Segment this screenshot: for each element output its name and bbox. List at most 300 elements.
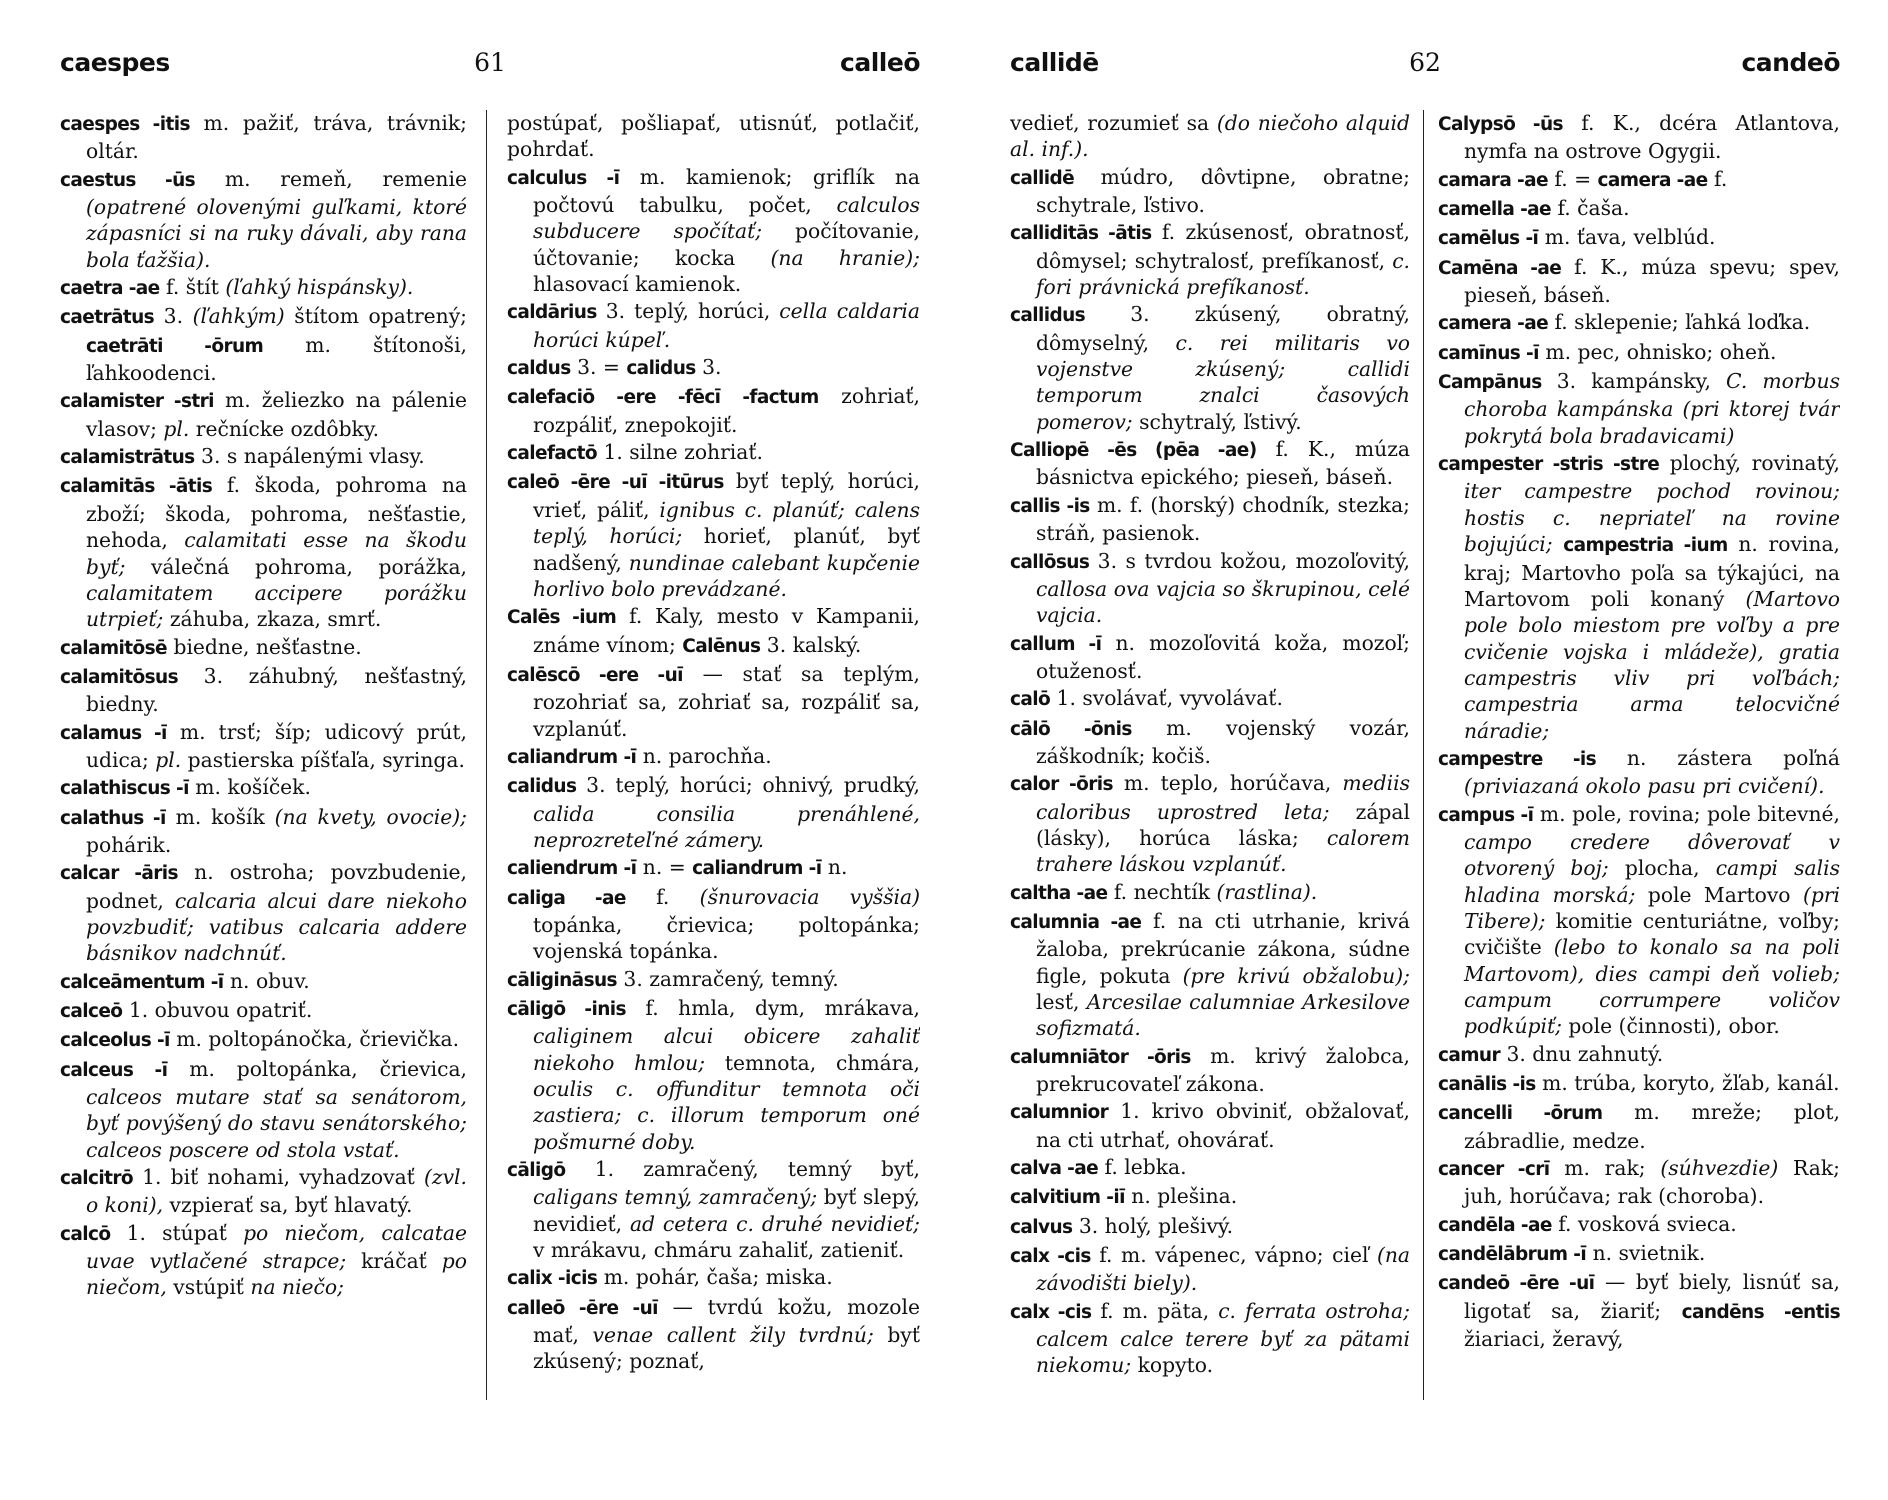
headword: caliga -ae — [507, 887, 626, 909]
definition-text: m. poltopánka, črievica, — [167, 1056, 467, 1081]
headword: calidus — [507, 776, 577, 798]
headword: caliendrum -ī — [507, 858, 637, 880]
headword: caespes -itis — [60, 114, 190, 135]
definition-text: 3. s tvrdou kožou, mozoľovitý, — [1089, 548, 1410, 573]
headword: camur — [1438, 1044, 1501, 1066]
definition-text: 3. teplý, horúci, — [596, 299, 780, 324]
headword: calamus -ī — [60, 722, 167, 744]
dictionary-entry — [60, 719, 467, 774]
definition-text: 3. kalský. — [760, 632, 862, 657]
running-head-first-word: callidē — [1010, 48, 1099, 77]
definition-text: n. mozoľovitá koža, mozoľ; otuženosť. — [1036, 630, 1410, 683]
dictionary-entry — [507, 884, 920, 965]
definition-text: f. hmla, dym, mrákava, — [625, 996, 920, 1020]
headword: camīnus -ī — [1438, 342, 1539, 364]
example-text: campi salis hladina morská; — [1464, 856, 1840, 907]
dictionary-page-62 — [1010, 0, 1840, 1500]
dictionary-entry — [60, 387, 467, 442]
definition-text: 3. záhubný, nešťastný, biedny. — [86, 663, 467, 717]
dictionary-entry — [507, 468, 920, 602]
entry-column-right — [1438, 110, 1840, 1460]
definition-text: f. vosková svieca. — [1551, 1211, 1737, 1236]
definition-text: m. trsť; šíp; udicový prút, udica; — [86, 719, 467, 772]
headword: calefaciō -ere -fēcī -factum — [507, 387, 819, 409]
definition-text: f. lebka. — [1098, 1155, 1187, 1180]
definition-text: 3. holý, plešivý. — [1072, 1213, 1234, 1238]
example-text: c. rei militaris vo vojenstve zkúsený; callidi temporum znalci časových pomerov; — [1036, 330, 1410, 434]
definition-text: pastierska píšťaľa, syringa. — [181, 747, 465, 772]
dictionary-entry — [1010, 164, 1410, 219]
definition-text: m. štítonoši, ľahkoodenci. — [86, 332, 467, 386]
example-text: nundinae calebant kupčenie horlivo bolo prevádzané. — [533, 550, 920, 601]
headword: caestus -ūs — [60, 169, 196, 191]
dictionary-entry — [60, 1164, 467, 1219]
dictionary-entry — [60, 303, 467, 386]
definition-text: m. ťava, velblúd. — [1538, 225, 1716, 250]
definition-text: biedne, nešťastne. — [167, 634, 362, 659]
definition-text: n. zástera poľná — [1596, 745, 1840, 770]
dictionary-entry — [1438, 110, 1840, 165]
dictionary-entry — [507, 995, 920, 1155]
definition-text: 3. — [695, 355, 722, 380]
definition-text: byť slepý, nevidieť, — [533, 1185, 920, 1236]
definition-text: komitie centuriátne, voľby; cvičište — [1464, 908, 1840, 960]
definition-text: 3. — [154, 304, 193, 329]
headword: caetra -ae — [60, 278, 160, 300]
headword: calamistrātus — [60, 447, 195, 469]
dictionary-entry — [1010, 1043, 1410, 1098]
headword: canālis -is — [1438, 1074, 1536, 1096]
definition-text: f. čaša. — [1551, 196, 1630, 221]
headword: cāligō — [507, 1160, 566, 1182]
headword: candēla -ae — [1438, 1214, 1552, 1236]
definition-text: záhuba, zkaza, smrť. — [163, 607, 382, 632]
dictionary-entry — [60, 859, 467, 966]
headword: calceus -ī — [60, 1059, 168, 1081]
example-text: (šnurovacia vyššia) — [699, 884, 920, 909]
example-text: calcaria alcui dare niekoho povzbudiť; vatibus calcaria addere básnikov nadchnúť. — [86, 888, 467, 966]
headword: caliandrum -ī — [507, 746, 637, 768]
example-text: calida consilia prenáhlené, neprozreteľné zámery. — [533, 801, 920, 852]
headword: calcō — [60, 1223, 111, 1245]
definition-text: f. K., múza básnictva epického; pieseň, báseň. — [1036, 437, 1410, 490]
dictionary-entry — [1438, 1211, 1840, 1239]
headword: Calēnus — [682, 635, 761, 657]
example-text: (pri Tibere); — [1464, 882, 1840, 933]
dictionary-entry — [1010, 908, 1410, 1042]
example-text: po niečom, calcatae uvae vytlačené strapce; — [86, 1220, 467, 1274]
example-text: iter campestre pochod rovinou; hostis c. nepriateľ na rovine bojujúci; — [1464, 479, 1840, 557]
example-text: caliginem alcui obicere zahaliť niekoho hmlou; — [533, 1024, 920, 1075]
definition-text: f. — [1707, 166, 1728, 191]
example-text: campo credere dôverovať v otvorený boj; — [1464, 829, 1840, 881]
dictionary-entry — [1010, 1098, 1410, 1153]
dictionary-entry — [1010, 219, 1410, 300]
definition-text: m. mreže; plot, zábradlie, medze. — [1464, 1100, 1840, 1153]
definition-text: m. rak; — [1549, 1156, 1661, 1181]
headword: calō — [1010, 689, 1051, 711]
example-text: po niečom, — [86, 1249, 467, 1300]
dictionary-entry — [60, 443, 467, 471]
definition-text: m. trúba, koryto, žľab, kanál. — [1535, 1071, 1840, 1096]
definition-text: hlasovací kamienok. — [533, 272, 742, 297]
dictionary-entry — [507, 298, 920, 353]
definition-text: horieť, planúť, byť nadšený, — [533, 524, 920, 575]
definition-text: — byť biely, lisnúť sa, ligotať sa, žiariť; — [1464, 1270, 1840, 1323]
definition-text: n. obuv. — [223, 968, 310, 993]
definition-text: f. škoda, pohroma na zboží; škoda, pohroma, nešťastie, nehoda, — [86, 473, 467, 553]
dictionary-entry — [1438, 195, 1840, 223]
dictionary-entry — [507, 439, 920, 467]
example-text: pl. — [155, 747, 182, 772]
dictionary-entry — [507, 603, 920, 660]
dictionary-entry — [60, 274, 467, 302]
definition-text: plochý, rovinatý, — [1659, 451, 1840, 476]
example-text: c. fori právnická prefíkanosť. — [1036, 248, 1410, 300]
dictionary-entry — [60, 110, 467, 165]
dictionary-entry — [1438, 254, 1840, 309]
definition-text: n. svietnik. — [1586, 1241, 1706, 1266]
definition-text: kráčať — [346, 1249, 442, 1274]
definition-text: — stať sa teplým, rozohriať sa, zohriať sa, rozpáliť sa, vzplanúť. — [533, 661, 920, 741]
definition-text: pohárik. — [86, 832, 172, 857]
definition-text: vzpierať sa, byť hlavatý. — [163, 1193, 413, 1218]
dictionary-entry — [507, 661, 920, 742]
example-text: (priviazaná okolo pasu pri cvičení). — [1464, 774, 1825, 799]
example-text: (opatrené olovenými guľkami, ktoré zápasníci si na ruky dávali, aby rana bola ťažšia). — [86, 195, 467, 272]
definition-text: temnota, chmára, — [705, 1050, 920, 1075]
example-text: (rastlina). — [1216, 879, 1318, 904]
example-text: ad cetera c. druhé nevidieť; — [629, 1211, 920, 1236]
dictionary-entry — [60, 804, 467, 859]
definition-text: múdro, dôvtipne, obratne; schytrale, ľstivo. — [1036, 164, 1410, 218]
headword: calvitium -iī — [1010, 1187, 1125, 1209]
definition-text: byť teplý, horúci, vrieť, páliť, — [533, 469, 920, 522]
headword: calx -cis — [1010, 1246, 1091, 1268]
headword: callis -is — [1010, 495, 1090, 517]
headword: calceō — [60, 1001, 123, 1022]
dictionary-entry — [507, 743, 920, 771]
headword: campus -ī — [1438, 804, 1534, 826]
example-text: (ľahkým) — [192, 304, 285, 329]
dictionary-entry — [1438, 1155, 1840, 1210]
dictionary-entry — [1010, 1298, 1410, 1379]
headword: cāligō -inis — [507, 999, 626, 1020]
headword: calculus -ī — [507, 167, 620, 189]
definition-text: m. pec, ohnisko; oheň. — [1538, 339, 1777, 364]
example-text: (na závodišti biely). — [1036, 1243, 1410, 1296]
example-text: calamitatem accipere porážku utrpieť; — [86, 580, 467, 632]
definition-text: 1. zamračený, temný byť, — [565, 1157, 920, 1182]
dictionary-entry — [1438, 224, 1840, 252]
dictionary-entry — [507, 966, 920, 994]
definition-text: žiariaci, žeravý, — [1464, 1327, 1624, 1352]
dictionary-entry — [1438, 745, 1840, 800]
example-text: caligans temný, zamračený; — [533, 1185, 818, 1210]
entry-continuation — [507, 110, 920, 163]
example-text: Arcesilae calumniae Arkesilove sofizmatá. — [1036, 990, 1410, 1041]
dictionary-entry — [60, 166, 467, 273]
dictionary-entry — [60, 472, 467, 632]
headword: camera -ae — [1597, 169, 1708, 191]
definition-text: m. remeň, remenie — [195, 166, 467, 191]
headword: calidus — [626, 358, 696, 380]
headword: calathiscus -ī — [60, 778, 189, 800]
definition-text: m. košík — [165, 804, 275, 829]
headword: calliditās -ātis — [1010, 223, 1152, 245]
headword: Calliopē -ēs (pēa -ae) — [1010, 440, 1257, 462]
definition-text: 3. teplý, horúci; ohnivý, prudký, — [576, 773, 920, 798]
headword: calumnior — [1010, 1102, 1109, 1124]
dictionary-entry — [1438, 368, 1840, 449]
definition-text: Rak; juh, horúčava; rak (choroba). — [1464, 1156, 1840, 1209]
headword: calva -ae — [1010, 1158, 1099, 1180]
headword: cāligināsus — [507, 969, 617, 991]
headword: calceolus -ī — [60, 1030, 170, 1052]
headword: Calēs -ium — [507, 607, 617, 629]
headword: camēlus -ī — [1438, 228, 1539, 250]
definition-text: 3. = — [570, 355, 627, 380]
dictionary-entry — [507, 164, 920, 298]
definition-text: štítom opatrený; — [284, 304, 467, 329]
running-head-last-word: calleō — [840, 48, 920, 77]
headword: calix -icis — [507, 1268, 598, 1290]
page-columns — [1010, 110, 1840, 1460]
definition-text: 3. kampánsky, — [1541, 369, 1727, 394]
dictionary-entry — [1438, 801, 1840, 1040]
dictionary-entry — [1010, 492, 1410, 547]
definition-text: v mrákavu, chmáru zahaliť, zatieniť. — [533, 1238, 905, 1263]
example-text: na niečo; — [250, 1275, 344, 1300]
example-text: callosa ova vajcia so škrupinou, celé vajcia. — [1036, 576, 1410, 628]
dictionary-entry — [1010, 770, 1410, 877]
dictionary-entry — [1010, 630, 1410, 685]
headword: cancelli -ōrum — [1438, 1103, 1603, 1125]
dictionary-entry — [1010, 436, 1410, 491]
definition-text: topánka, črievica; poltopánka; vojenská topánka. — [533, 912, 920, 964]
definition-text: zohriať, rozpáliť, znepokojiť. — [533, 384, 920, 437]
example-text: pl. — [163, 416, 190, 441]
definition-text: n. rovina, kraj; Martovho poľa sa týkajúci, na Martovom poli konaný — [1464, 532, 1840, 611]
definition-text: n. = — [636, 855, 693, 880]
definition-text: n. parochňa. — [636, 743, 772, 768]
headword: Campānus — [1438, 372, 1542, 394]
page-columns — [60, 110, 920, 1460]
headword: calleō -ēre -uī — [507, 1297, 658, 1319]
headword: callum -ī — [1010, 633, 1102, 655]
definition-text: m. f. (horský) chodník, stezka; stráň, pasienok. — [1036, 492, 1410, 546]
dictionary-entry — [1438, 166, 1840, 194]
definition-text: m. poltopánočka, črievička. — [169, 1027, 460, 1052]
dictionary-entry — [60, 1056, 467, 1163]
example-text: calorem trahere láskou vzplanúť. — [1036, 825, 1410, 877]
headword: calx -cis — [1010, 1301, 1092, 1323]
dictionary-entry — [1438, 1240, 1840, 1268]
example-text: (zvl. o koni), — [86, 1165, 467, 1218]
definition-text: f. m. päta, — [1091, 1298, 1219, 1323]
headword: cālō -ōnis — [1010, 718, 1132, 740]
dictionary-entry — [1438, 1099, 1840, 1154]
headword: callidē — [1010, 167, 1075, 189]
dictionary-entry — [60, 1220, 467, 1301]
definition-text: lesť, — [1036, 990, 1087, 1014]
example-text: c. ferrata ostroha; calcem calce terere byť za pätami niekomu; — [1036, 1298, 1410, 1378]
column-divider — [1423, 110, 1424, 1400]
definition-text: m. želiezko na pálenie vlasov; — [86, 388, 467, 441]
dictionary-entry — [1010, 685, 1410, 713]
dictionary-entry — [60, 997, 467, 1025]
definition-text: plocha, — [1608, 856, 1716, 881]
dictionary-entry — [60, 663, 467, 718]
definition-text: 3. s napálenými vlasy. — [194, 444, 425, 469]
definition-text: postúpať, pošliapať, utisnúť, potlačiť, pohrdať. — [507, 111, 920, 162]
page-header — [60, 48, 920, 88]
headword: calor -ōris — [1010, 774, 1113, 796]
definition-text: m. vojenský vozár, záškodník; kočiš. — [1036, 715, 1410, 768]
headword: caetrātus — [60, 307, 155, 329]
definition-text: f. K., dcéra Atlantova, nymfa na ostrove Ogygii. — [1464, 111, 1840, 164]
example-text: C. morbus choroba kampánska (pri ktorej tvár pokrytá bola bradavicami) — [1464, 369, 1840, 448]
definition-text: f. m. vápenec, vápno; cieľ — [1090, 1243, 1377, 1268]
definition-text: f. štít — [159, 275, 226, 300]
definition-text: 1. silne zohriať. — [597, 440, 763, 465]
example-text: oculis c. offunditur temnota oči zastiera; c. illorum temporum oné pošmurné doby. — [533, 1077, 920, 1154]
example-text: (ľahký hispánsky). — [225, 275, 414, 300]
dictionary-entry — [1010, 301, 1410, 435]
dictionary-entry — [1438, 1269, 1840, 1352]
headword: cancer -crī — [1438, 1159, 1550, 1181]
definition-text: f. Kaly, mesto v Kampanii, známe vínom; — [533, 604, 920, 657]
headword: caltha -ae — [1010, 882, 1108, 904]
definition-text: n. — [821, 855, 848, 880]
headword: calamitōsē — [60, 637, 168, 659]
definition-text: vstúpiť — [166, 1275, 251, 1300]
headword: candeō -ēre -uī — [1438, 1273, 1595, 1295]
definition-text: zápal (lásky), horúca láska; — [1036, 799, 1410, 850]
example-text: calceos mutare stať sa senátorom, byť povýšený do stavu senátorského; calceos poscere od stola vstať. — [86, 1085, 467, 1162]
definition-text: m. kamienok; griflík na počtovú tabulku, počet, — [533, 164, 920, 218]
dictionary-entry — [1010, 1213, 1410, 1241]
definition-text: rečnícke ozdôbky. — [189, 416, 380, 441]
headword: calamitōsus — [60, 666, 179, 688]
headword: caliandrum -ī — [692, 858, 822, 880]
definition-text: pole Martovo — [1635, 882, 1803, 907]
definition-text: 3. dnu zahnutý. — [1500, 1041, 1664, 1066]
definition-text: 1. svolávať, vyvolávať. — [1050, 686, 1283, 711]
headword: caleō -ēre -uī -itūrus — [507, 472, 724, 494]
definition-text — [1553, 532, 1564, 556]
example-text: (pre krivú obžalobu); — [1182, 963, 1410, 988]
dictionary-entry — [507, 354, 920, 382]
dictionary-entry — [1438, 309, 1840, 337]
definition-text: n. plešina. — [1124, 1184, 1238, 1209]
headword: calumniātor -ōris — [1010, 1046, 1191, 1068]
definition-text: válečná pohroma, porážka, — [125, 554, 467, 579]
definition-text: m. teplo, horúčava, — [1112, 771, 1343, 796]
definition-text: f. = — [1547, 166, 1598, 191]
definition-text: n. ostroha; povzbudenie, podnet, — [86, 860, 467, 913]
headword: calamitās -ātis — [60, 476, 213, 498]
headword: caetrāti -ōrum — [86, 335, 264, 357]
definition-text: f. K., múza spevu; spev, pieseň, báseň. — [1464, 254, 1840, 308]
dictionary-entry — [1438, 1041, 1840, 1069]
headword: calcitrō — [60, 1168, 133, 1190]
dictionary-entry — [507, 854, 920, 882]
page-number: 61 — [474, 48, 506, 77]
example-text: (na kvety, ovocie); — [274, 804, 467, 829]
definition-text: 1. krivo obviniť, obžalovať, na cti utrhať, ohovárať. — [1036, 1099, 1410, 1152]
definition-text: 1. stúpať — [110, 1220, 244, 1245]
headword: Camēna -ae — [1438, 257, 1562, 279]
dictionary-entry — [60, 634, 467, 662]
entry-column-left — [60, 110, 467, 1460]
example-text: (Martovo pole bolo miestom pre voľby a pre cvičenie vojska i mládeže), gratia campestris vliv pri voľbách; campestria arma telocvičné náradie; — [1464, 586, 1840, 743]
headword: campester -stris -stre — [1438, 454, 1660, 476]
dictionary-entry — [507, 383, 920, 438]
headword: calamister -stri — [60, 391, 214, 413]
definition-text: byť zkúsený; poznať, — [533, 1323, 920, 1374]
dictionary-entry — [60, 774, 467, 802]
example-text: cella caldaria horúci kúpeľ. — [533, 299, 920, 352]
dictionary-entry — [1010, 879, 1410, 907]
definition-text: 1. biť nohami, vyhadzovať — [132, 1165, 424, 1190]
headword: camera -ae — [1438, 313, 1549, 335]
column-divider — [486, 110, 487, 1400]
headword: calcar -āris — [60, 863, 178, 885]
definition-text: m. krivý žalobca, prekrucovateľ zákona. — [1036, 1043, 1410, 1097]
headword: campestria -ium — [1563, 535, 1728, 557]
definition-text: m. pohár, čaša; miska. — [597, 1265, 833, 1290]
dictionary-entry — [1438, 339, 1840, 367]
dictionary-entry — [507, 1294, 920, 1375]
headword: campestre -is — [1438, 748, 1597, 770]
page-header — [1010, 48, 1840, 88]
definition-text: vedieť, rozumieť sa — [1010, 111, 1217, 135]
definition-text: m. košíček. — [188, 775, 311, 800]
headword: calefactō — [507, 443, 597, 465]
definition-text: pole (činnosti), obor. — [1561, 1014, 1780, 1039]
dictionary-entry — [1438, 1070, 1840, 1098]
definition-text: f. sklepenie; ľahká loďka. — [1548, 310, 1811, 335]
definition-text: f. — [625, 884, 700, 909]
definition-text: f. nechtík — [1107, 879, 1217, 904]
example-text: ignibus c. planúť; calens teplý, horúci; — [533, 497, 920, 549]
definition-text: m. pole, rovina; pole bitevné, — [1533, 801, 1840, 826]
definition-text: schytralý, ľstivý. — [1132, 409, 1302, 434]
definition-text: 3. zkúsený, obratný, dômyselný, — [1036, 302, 1410, 355]
definition-text: 3. zamračený, temný. — [616, 966, 839, 991]
dictionary-entry — [1010, 715, 1410, 770]
dictionary-entry — [507, 772, 920, 853]
dictionary-entry — [1010, 548, 1410, 629]
definition-text: f. zkúsenosť, obratnosť, dômysel; schytralosť, prefíkanosť, — [1036, 220, 1410, 273]
headword: candēlābrum -ī — [1438, 1244, 1587, 1266]
example-text: (do niečoho alquid al. inf.). — [1010, 111, 1410, 162]
headword: callōsus — [1010, 551, 1090, 573]
page-number: 62 — [1409, 48, 1441, 77]
definition-text: — tvrdú kožu, mozole mať, — [533, 1294, 920, 1348]
running-head-first-word: caespes — [60, 48, 170, 77]
definition-text: f. na cti utrhanie, krivá žaloba, prekrúcanie zákona, súdne figle, pokuta — [1036, 908, 1410, 988]
headword: camella -ae — [1438, 199, 1551, 221]
headword: calceāmentum -ī — [60, 971, 224, 993]
headword: Calypsō -ūs — [1438, 114, 1563, 135]
entry-column-left — [1010, 110, 1410, 1460]
running-head-last-word: candeō — [1741, 48, 1840, 77]
definition-text: počítovanie, účtovanie; kocka — [533, 219, 920, 270]
dictionary-entry — [1010, 1183, 1410, 1211]
entry-continuation — [1010, 110, 1410, 163]
